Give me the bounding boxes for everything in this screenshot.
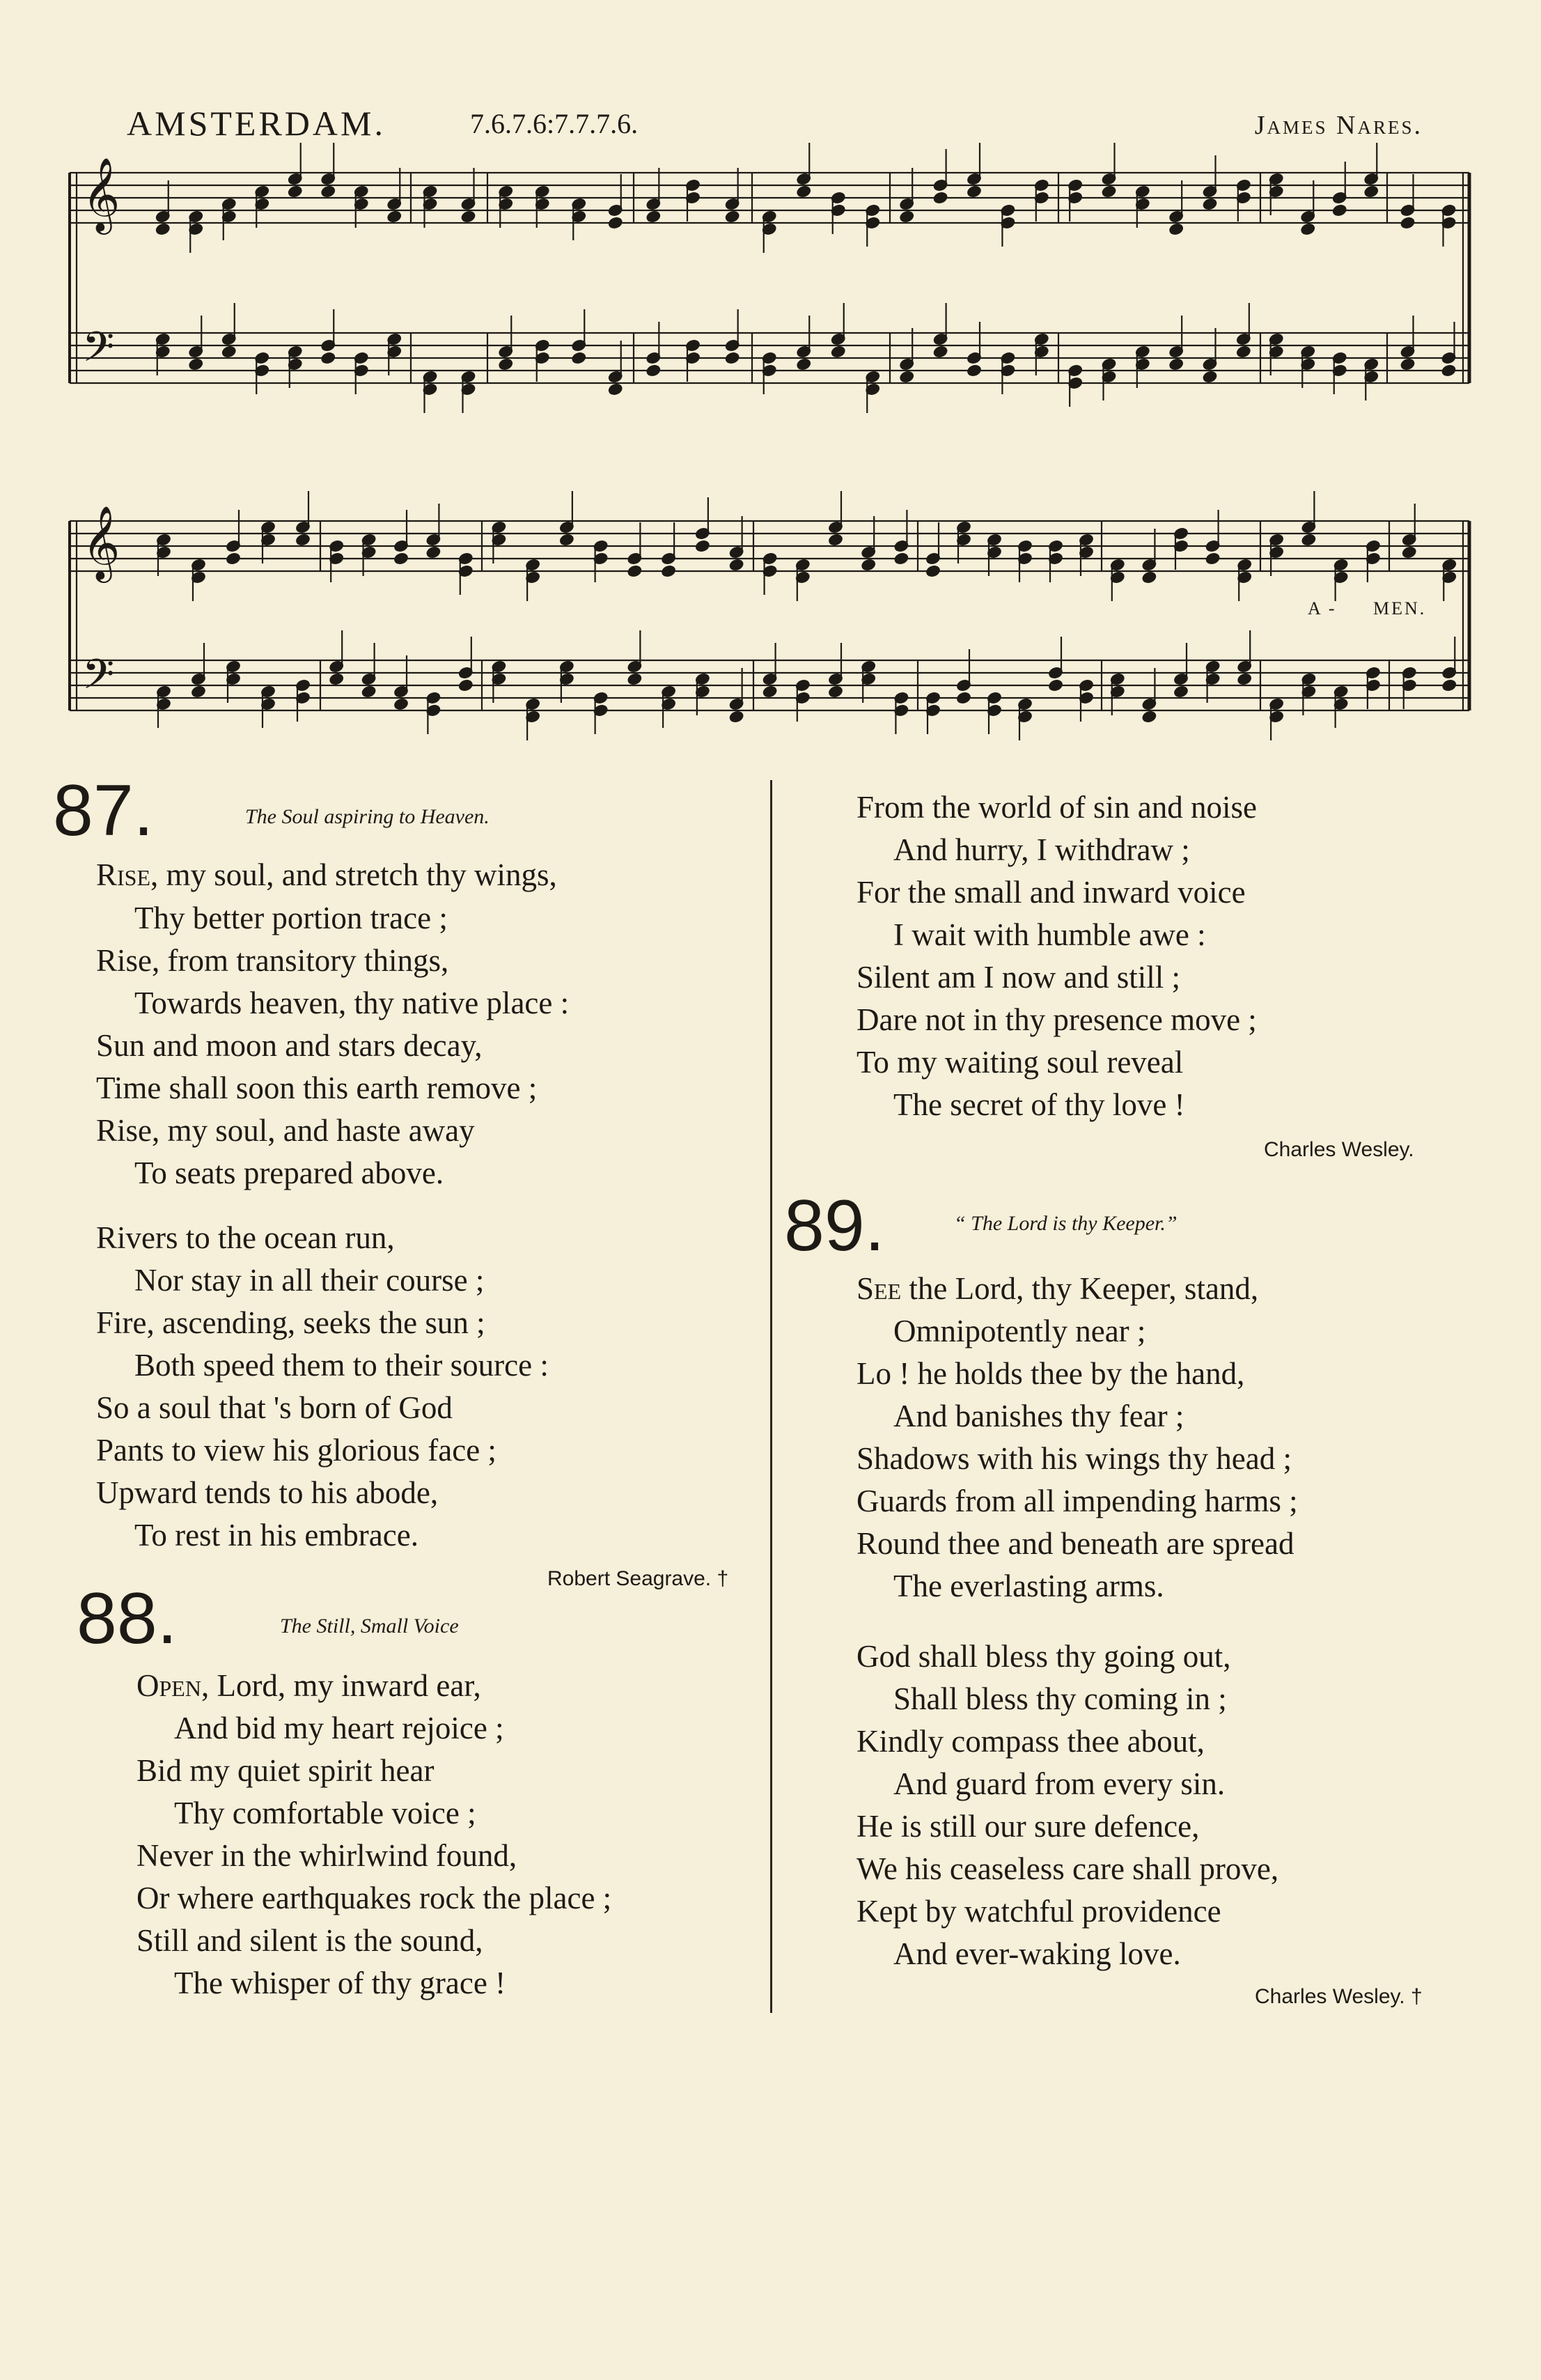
verse-line: Pants to view his glorious face ; <box>96 1433 496 1468</box>
verse-line: Shadows with his wings thy head ; <box>856 1441 1292 1476</box>
note-head <box>900 371 914 383</box>
note-head <box>956 692 971 704</box>
note-head <box>933 192 948 204</box>
note-head <box>461 210 476 223</box>
note-head <box>1236 345 1251 358</box>
note-head <box>288 185 302 198</box>
note-head <box>1203 198 1217 210</box>
note-head <box>729 710 744 723</box>
verse-text: Lord, my inward ear, <box>209 1668 481 1703</box>
note-head <box>1142 571 1157 584</box>
verse-line: The secret of thy love ! <box>893 1087 1185 1122</box>
verse-line: And hurry, I withdraw ; <box>893 832 1190 867</box>
note-head <box>1168 358 1183 371</box>
verse-line: To my waiting soul reveal <box>856 1045 1184 1080</box>
note-head <box>1400 217 1415 229</box>
verse-line: God shall bless thy going out, <box>856 1639 1231 1674</box>
verse-line: Silent am I now and still ; <box>856 960 1180 995</box>
note-head <box>1441 364 1456 377</box>
note-head <box>608 383 623 396</box>
note-head <box>828 534 843 546</box>
note-head <box>361 685 376 698</box>
verse-line: Rise, my soul, and haste away <box>96 1113 475 1148</box>
note-head <box>559 534 574 546</box>
verse-line <box>96 857 557 892</box>
music-system-1 <box>70 143 1469 413</box>
note-head <box>900 210 914 223</box>
note-head <box>1102 185 1116 198</box>
note-head <box>762 685 777 698</box>
hymn-author: Charles Wesley. † <box>1255 1985 1423 2008</box>
verse-line: Towards heaven, thy native place : <box>134 986 570 1020</box>
note-head <box>725 210 740 223</box>
music-score <box>0 0 1541 766</box>
note-head <box>572 352 586 364</box>
note-head <box>226 552 240 565</box>
note-head <box>295 534 310 546</box>
note-head <box>725 352 740 364</box>
first-word: See <box>856 1271 902 1306</box>
note-head <box>967 364 981 377</box>
verse-line: Still and silent is the sound, <box>136 1923 483 1958</box>
verse-line: Or where earthquakes rock the place ; <box>136 1881 612 1915</box>
note-head <box>729 559 744 571</box>
first-word: Open, <box>136 1668 210 1703</box>
note-head <box>1301 223 1315 235</box>
verse-line: Thy better portion trace ; <box>134 901 448 935</box>
amen-syllable-men: MEN. <box>1373 598 1427 619</box>
verse-line: Guards from all impending harms ; <box>856 1484 1298 1518</box>
hymn-title: “ The Lord is thy Keeper.” <box>954 1212 1178 1235</box>
verse-line: And banishes thy fear ; <box>893 1399 1184 1433</box>
note-head <box>967 185 981 198</box>
note-head <box>627 565 642 577</box>
tune-composer: James Nares. <box>1254 111 1423 140</box>
note-head <box>458 679 473 692</box>
verse-line: So a soul that 's born of God <box>96 1390 453 1425</box>
note-head <box>1142 710 1157 723</box>
note-head <box>608 217 623 229</box>
tune-name: AMSTERDAM. <box>127 104 386 143</box>
treble-clef-icon: 𝄞 <box>82 505 120 580</box>
verse-text: the Lord, thy Keeper, stand, <box>901 1271 1259 1306</box>
verse-line: The everlasting arms. <box>893 1569 1164 1603</box>
verse-line: And guard from every sin. <box>893 1766 1226 1801</box>
note-head <box>1442 679 1457 692</box>
note-head <box>1301 534 1316 546</box>
verse-line: From the world of sin and noise <box>856 790 1257 825</box>
verse-line: Shall bless thy coming in ; <box>893 1681 1227 1716</box>
note-head <box>393 552 408 565</box>
verse-line: Thy comfortable voice ; <box>174 1796 476 1830</box>
note-head <box>925 565 940 577</box>
note-head <box>321 185 336 198</box>
note-head <box>1203 371 1217 383</box>
note-head <box>627 673 642 685</box>
note-head <box>861 559 876 571</box>
verse-line: He is still our sure defence, <box>856 1809 1200 1844</box>
note-head <box>1048 679 1063 692</box>
verse-line: Fire, ascending, seeks the sun ; <box>96 1305 485 1340</box>
note-head <box>189 358 203 371</box>
verse-line: We his ceaseless care shall prove, <box>856 1851 1279 1886</box>
hymn-title: The Soul aspiring to Heaven. <box>245 805 490 828</box>
note-head <box>426 546 441 559</box>
bass-clef-icon: 𝄢 <box>82 650 115 708</box>
note-head <box>1364 185 1379 198</box>
verse-line: Kept by watchful providence <box>856 1894 1221 1929</box>
verse-line: For the small and inward voice <box>856 875 1246 910</box>
note-head <box>894 552 909 565</box>
note-head <box>1400 358 1415 371</box>
note-head <box>1168 223 1183 235</box>
note-head <box>933 345 948 358</box>
note-head <box>387 210 402 223</box>
note-head <box>155 223 170 235</box>
verse-line: I wait with humble awe : <box>893 917 1206 952</box>
verse-line: And ever-waking love. <box>893 1936 1181 1971</box>
verse-text: my soul, and stretch thy wings, <box>158 857 557 892</box>
note-head <box>1205 552 1220 565</box>
first-word: Rise, <box>96 857 159 892</box>
note-head <box>221 345 236 358</box>
note-head <box>321 352 336 364</box>
hymn-number: 89. <box>784 1185 885 1266</box>
note-head <box>831 345 845 358</box>
note-head <box>1237 673 1252 685</box>
note-head <box>1402 546 1416 559</box>
note-head <box>646 210 661 223</box>
note-head <box>828 685 843 698</box>
note-head <box>661 565 675 577</box>
note-head <box>695 540 710 552</box>
hymn-author: Robert Seagrave. † <box>547 1567 729 1590</box>
note-head <box>499 358 513 371</box>
amen-syllable-a: A - <box>1308 598 1337 619</box>
verse-line: Bid my quiet spirit hear <box>136 1753 435 1788</box>
hymn-title: The Still, Small Voice <box>280 1615 459 1638</box>
verse-line: Lo ! he holds thee by the hand, <box>856 1356 1245 1391</box>
verse-line: Dare not in thy presence move ; <box>856 1002 1257 1037</box>
note-head <box>646 364 661 377</box>
note-head <box>797 358 811 371</box>
verse-line: Omnipotently near ; <box>893 1314 1146 1348</box>
note-head <box>329 673 344 685</box>
verse-line: Round thee and beneath are spread <box>856 1526 1294 1561</box>
note-head <box>1332 204 1347 217</box>
tune-meter: 7.6.7.6:7.7.7.6. <box>470 108 639 139</box>
verse-line: Upward tends to his abode, <box>96 1475 439 1510</box>
verse-line: Rise, from transitory things, <box>96 943 449 978</box>
verse-line: Rivers to the ocean run, <box>96 1220 395 1255</box>
verse-line: To rest in his embrace. <box>134 1518 419 1553</box>
note-head <box>1173 685 1188 698</box>
music-system-2 <box>70 491 1469 740</box>
verse-line <box>136 1670 481 1702</box>
treble-clef-icon: 𝄞 <box>82 157 120 231</box>
verse-line: Sun and moon and stars decay, <box>96 1028 483 1063</box>
verse-line: Never in the whirlwind found, <box>136 1838 517 1873</box>
hymn-number: 88. <box>77 1578 178 1659</box>
verse-line: And bid my heart rejoice ; <box>174 1711 504 1745</box>
note-head <box>393 698 408 710</box>
column-divider <box>770 780 772 2013</box>
hymn-author: Charles Wesley. <box>1264 1138 1414 1161</box>
verse-line: Both speed them to their source : <box>134 1348 549 1383</box>
verse-line: The whisper of thy grace ! <box>174 1966 506 2000</box>
verse-line: Kindly compass thee about, <box>856 1724 1205 1759</box>
verse-line <box>856 1273 1258 1305</box>
note-head <box>797 185 811 198</box>
verse-line: To seats prepared above. <box>134 1156 444 1190</box>
verse-line: Nor stay in all their course ; <box>134 1263 485 1298</box>
note-head <box>191 685 205 698</box>
verse-line: Time shall soon this earth remove ; <box>96 1071 538 1105</box>
hymn-number: 87. <box>53 770 154 851</box>
bass-clef-icon: 𝄢 <box>82 322 115 381</box>
